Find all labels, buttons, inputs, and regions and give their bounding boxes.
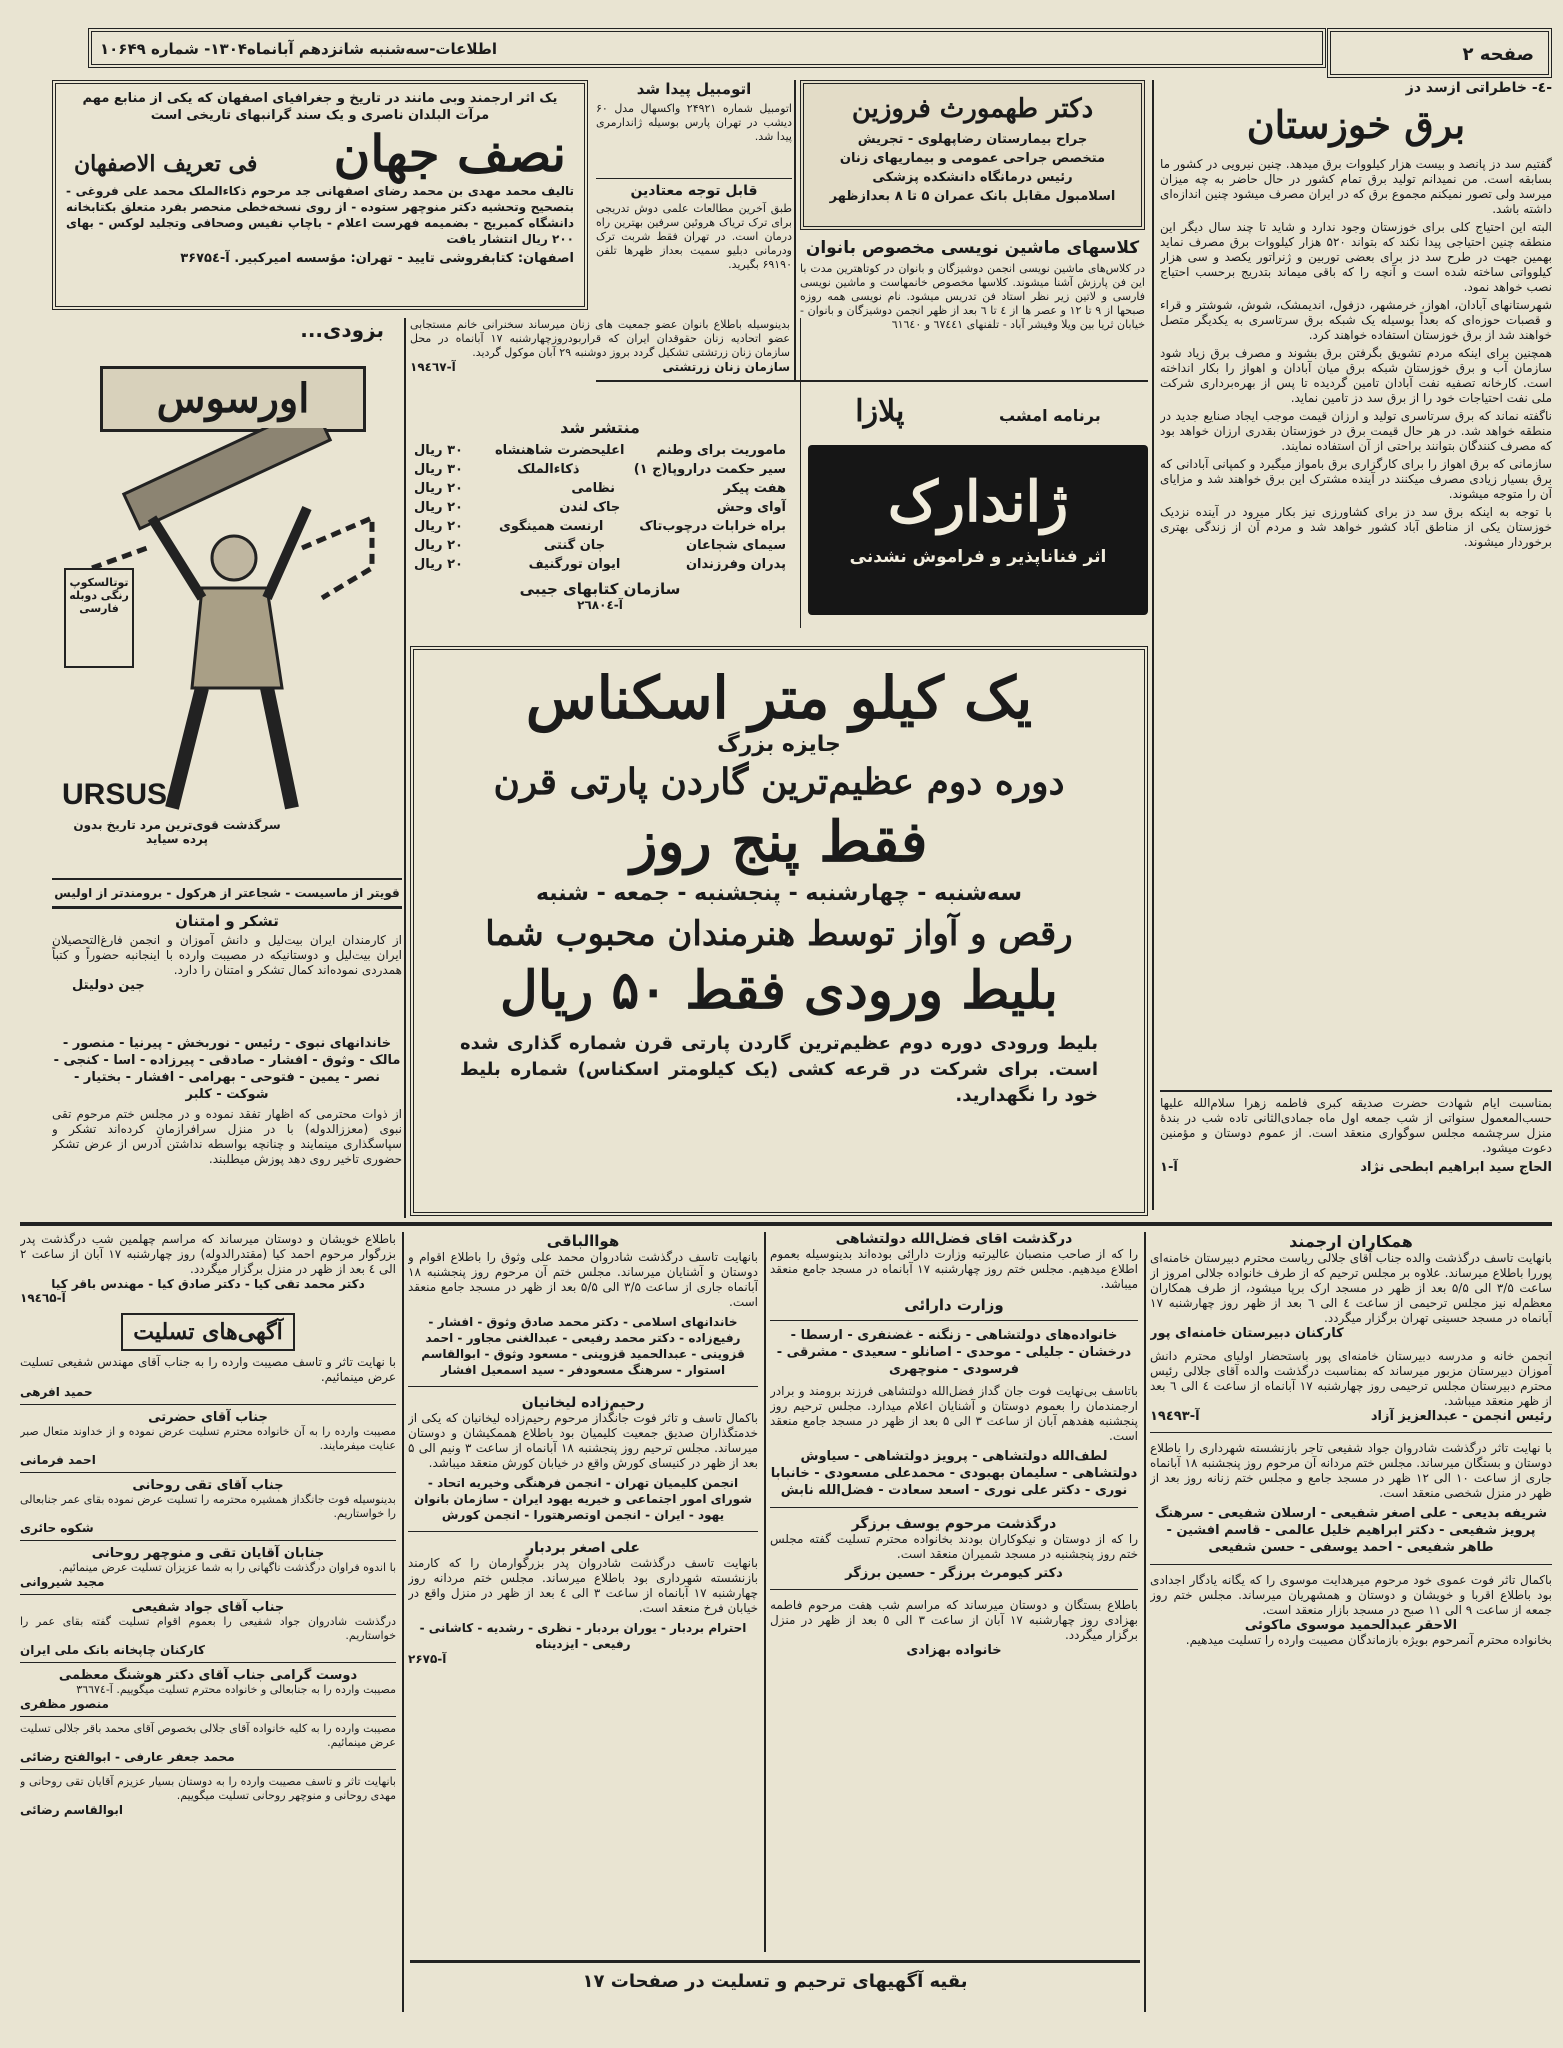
film-title-en: URSUS (62, 778, 168, 811)
divider (1160, 1090, 1552, 1092)
notice-body: بانهایت تاسف درگذشت شادروان محمد علی وثوق را باطلاع اقوام و دوستان و آشنایان میرساند. مجلس ختم آن مرحوم روز پنجشنبه ۱۸ آبانماه جاری از ساعت ۳/۵ الی ۵/۵ بعد از ظهر در مسجد جامع منعقد است. (408, 1250, 758, 1309)
divider (52, 906, 402, 909)
book-row: پدران وفرزندان ایوان تورگنیف ۲۰ ریال (414, 557, 786, 572)
article-paragraph: با توجه به اینکه برق سد دز برای کشاورزی نیز بکار میرود در آینده نزدیک خوزستان یکی از مناطق آباد کشور خواهد شد و مردم آن از زندگی بهتری برخوردار میشوند. (1160, 505, 1552, 549)
notice-body: باکمال تاسف و تاثر فوت جانگداز مرحوم رحیم‌زاده لیخانیان که یکی از خدمتگذاران صدیق جمعیت کلیمیان بود باطلاع هممکیشان و دوستان میرساند. مجلس ترحیم روز پنجشنبه ۱۸ آبانماه از ساعت ۳ ونیم الی ۵ بعد از ظهر در کنیسای کورش واقع در خیابان کورش منعقد میباشد. (408, 1411, 758, 1470)
article-paragraph: شهرستانهای آبادان، اهواز، خرمشهر، دزفول، اندیمشک، شوش، شوشتر و قراء و قصبات حوزه‌ای که بعداً بوسیله یک شبکه برق سرتاسری به یکدیگر متصل خواهند شد از برق خوزستان استفاده خواهند کرد. (1160, 298, 1552, 342)
condolence-body: مصیبت وارده را به کلیه خانواده آقای جلالی بخصوص آقای محمد باقر جلالی تسلیت عرض مینمائیم. (20, 1722, 396, 1749)
book-row: هفت پیکر نظامی ۲۰ ریال (414, 481, 786, 496)
condolence-sign: مجید شیروانی (20, 1575, 105, 1589)
condolence-body: درگذشت شادروان جواد شفیعی را بعموم اقوام تسلیت گفته بقای عمر را خواستاریم. (20, 1615, 396, 1642)
notice-sign: دکتر کیومرث برزگر - حسین برزگر (845, 1566, 1063, 1581)
head (212, 536, 256, 580)
family-names: لطف‌الله دولتشاهی - پرویز دولتشاهی - سیاوش دولتشاهی - سلیمان بهبودی - محمدعلی مسعودی - خانبابا نوری - دکتر علی نوری - اسعد سعادت - فضل‌الله نابش (770, 1449, 1138, 1498)
book-row: ماموریت برای وطنم اعلیحضرت شاهنشاه ۳۰ ریال (414, 443, 786, 458)
khuzestan-article (1160, 80, 1552, 1080)
notice-code: آ-۲۶۷۵ (408, 1652, 447, 1666)
notice-code: آ-۱۹٤٦۵ (20, 1291, 66, 1305)
column-rule (1152, 80, 1154, 1210)
book-row: سیمای شجاعان جان گنتی ۲۰ ریال (414, 538, 786, 553)
thanks-notice (52, 912, 402, 1032)
notice-body: طبق آخرین مطالعات علمی دوش تدریجی برای ترک تریاک هروئین سرفین بهترین راه درمان است. در تهران فقط شربت ترک ودرمانی دبلیو سمیت بعداز ظهرها تلفن ۶۹۱۹۰ بگیرید. (596, 202, 792, 271)
notice-code: آ-۱۹٤۹۳ (1150, 1409, 1200, 1424)
doctor-ad (800, 80, 1145, 230)
condolence-title: جناب آقای جواد شفیعی (131, 1600, 285, 1615)
notice-sign: حمید افرهی (20, 1385, 93, 1399)
ad-title: منتشر شد (560, 418, 640, 437)
ad-intro: یک اثر ارجمند وبی مانند در تاریخ و جغرافیای اصفهان که یکی از منابع مهم مرآت البلدان ناصری و یک سند گرانبهای تاریخی است (82, 91, 558, 123)
film-footer: قویتر از ماسیست - شجاعتر از هرکول - برومندتر از اولیس (52, 878, 402, 900)
film-badge: توتالسکوپ رنگی دوبله فارسی (64, 568, 134, 668)
book-row: براه خرابات درچوب‌تاک ارنست همینگوی ۲۰ ریال (414, 519, 786, 534)
notice-sign: رئیس انجمن - عبدالعزیز آزاد (1370, 1409, 1552, 1424)
family-names: خاندانهای نبوی - رئیس - نوربخش - پیرنیا - منصور - مالک - وثوق - افشار - صادقی - پیرزاده - اسا - کنجی - نصر - یمین - فتوحی - بهرامی - افشار - بختیار - شوکت - کلبر (53, 1036, 401, 1102)
cinema-name: پلازا (855, 394, 905, 429)
fatemeh-notice (1160, 1090, 1552, 1208)
days-list: سه‌شنبه - چهارشنبه - پنجشنبه - جمعه - شنبه (535, 881, 1023, 906)
notice-sign: جین دولیتل (72, 978, 145, 993)
condolence-body: با اندوه فراوان درگذشت ناگهانی را به شما عزیزان تسلیت عرض مینمائیم. (58, 1561, 396, 1574)
notice-sign: الحاج سید ابراهیم ابطحی نژاد (1360, 1160, 1552, 1175)
condolence-sign: محمد جعفر عارفی - ابوالفتح رضائی (20, 1750, 235, 1764)
notice-title: همکاران ارجمند (1289, 1232, 1413, 1251)
condolence-body: مصیبت وارده را به آن خانواده محترم تسلیت عرض نموده و از خداوند متعال صبر عنایت میفرمایند. (20, 1425, 396, 1452)
article-paragraph: البته این احتیاج کلی برای خوزستان وجود ندارد و شاید تا چند سال دیگر این منطقه چنین احتیاجی پیدا نکند که بتواند ۵۲۰ هزار کیلووات برق مصرف نماید بهمین جهت در طرح سد دز برای بعضی توربین و ژنراتور یکصد و سی هزار کیلوواتی ساخته شده است و آنچه را که باقی میماند بتدریج برحسب احتیاج نصب خواهد نمود. (1160, 220, 1552, 294)
condolence-title: جناب آقای تقی روحانی (132, 1478, 284, 1493)
org-names: انجمن کلیمیان تهران - انجمن فرهنگی وخیریه اتحاد - شورای امور اجتماعی و خیریه یهود ایران - سازمان بانوان یهود - ایران - انجمن اوتصرهتورا - انجمن کورش (413, 1476, 753, 1522)
notice-sign: سازمان زنان زرتشتی (662, 360, 790, 374)
notice-title: تشکر و امتنان (175, 912, 279, 930)
condolence-title: جنابان آقایان تقی و منوچهر روحانی (91, 1546, 325, 1561)
notice-title: اتومبیل پیدا شد (636, 80, 752, 98)
column-rule (402, 1232, 404, 2012)
continued-banner (410, 1960, 1140, 2000)
notice-title: درگذشت مرحوم یوسف برزگر (851, 1516, 1057, 1532)
notice-sign: کارکنان دبیرستان خامنه‌ای پور (1150, 1326, 1344, 1341)
doctor-line: اسلامبول مقابل بانک عمران ۵ تا ۸ بعدازظهر (829, 189, 1116, 204)
notice-code: آ-۱ (1160, 1160, 1178, 1175)
article-paragraph: ناگفته نماند که برق سرتاسری تولید و ارزان قیمت موجب ایجاد صنایع جدید در منطقه خواهد شد. در هر حال قیمت برق در خوزستان بقدری ارزان خواهد بود که مصرف کنندگان بتوانند براحتی از آن استفاده نمایند. (1160, 409, 1552, 453)
ad-code: آ-۲٦۸۰٤ (577, 598, 623, 612)
notice-body: با نهایت تاثر درگذشت شادروان جواد شفیعی تاجر بازنشسته شهرداری را باطلاع دوستان و بستگان میرساند. مجلس ختم مردانه آن مرحوم روز پنجشنبه ۱۸ آبانماه جاری از ساعت ۱۰ الی ۱۲ ظهر در مسجد جامع و مجلس ختم زنانه روز بعد از ظهر در منزل شخصی منعقد است. (1150, 1441, 1552, 1500)
continued-text: بقیه آگهیهای ترحیم و تسلیت در صفحات ۱۷ (582, 1971, 968, 1992)
masthead-text: اطلاعات-سه‌شنبه شانزدهم آبانماه۱۳۰۴- شماره ۱۰۶۴۹ (100, 40, 498, 58)
notice-body: باکمال تاثر فوت عموی خود مرحوم میرهدایت موسوی را که یگانه یادگار اجدادی بود باطلاع اقربا و خویشان و دوستان و همشهریان میرساند. مجلس ختم روز جمعه از ساعت ۹ الی ۱۱ صبح در مسجد بازار منعقد است. (1150, 1573, 1552, 1617)
notice-body: باطلاع بستگان و دوستان میرساند که مراسم شب هفت مرحوم فاطمه بهزادی روز چهارشنبه ۱۷ آبان از ساعت ۳ الی ٥ بعد از ظهر در منزل برگزار میگردد. (770, 1598, 1138, 1642)
book-subtitle: فی تعریف الاصفهان (74, 151, 258, 177)
notice-title: هواالباقی (546, 1232, 620, 1250)
film-title-fa: اورسوس (100, 366, 366, 432)
ursus-film-ad (52, 318, 402, 920)
doctor-line: رئیس درمانگاه دانشکده پزشکی (872, 170, 1073, 185)
ministry-label: وزارت دارائی (904, 1296, 1004, 1314)
bottom-mid-right-column (770, 1232, 1138, 2012)
notice-sign: خانواده بهزادی (906, 1643, 1002, 1658)
plaza-cinema-ad (808, 390, 1148, 640)
notice-body: بخانواده محترم آنمرحوم بویژه بازماندگان مصیبت وارده را تسلیت میدهیم. (1185, 1633, 1552, 1647)
doctor-line: جراح بیمارستان رضاپهلوی - تجریش (857, 132, 1088, 147)
condolence-body: بانهایت تاثر و تاسف مصیبت وارده را به دوستان بسیار عزیزم آقایان تقی روحانی و مهدی روحانی و منوچهر روحانی تسلیت میگوییم. (20, 1775, 396, 1802)
notice-title: قابل توجه معتادین (630, 183, 758, 199)
five-days-label: فقط پنج روز (630, 809, 928, 875)
publisher-sign: سازمان کتابهای جیبی (519, 580, 681, 598)
notice-title: رحیم‌زاده لیخانیان (521, 1395, 645, 1411)
column-rule (764, 1232, 766, 1952)
garden-party-ad (410, 646, 1148, 1216)
ad-title: کلاسهای ماشین نویسی مخصوص بانوان (805, 238, 1140, 258)
article-title: برق خوزستان (1246, 102, 1466, 147)
pocket-books-ad (410, 418, 790, 640)
coming-soon: بزودی... (300, 318, 384, 342)
page-number: صفحه ۲ (1462, 44, 1534, 65)
typing-classes-ad (800, 238, 1145, 378)
notice-title: علی اصغر بردبار (526, 1540, 640, 1556)
condolence-sign: احمد فرمانی (20, 1453, 96, 1467)
ad-body: در کلاس‌های ماشین نویسی انجمن دوشیزگان و بانوان در کوتاهترین مدت با این فن پارزش آشنا میشوند. کلاسها مخصوص خانمهاست و ماشین نویسی فارسی و لاتین زیر نظر استاد فن تدریس میشود. نام نویسی همه روزه صبحها از ۹ تا ۱۲ و عصر ها از ٤ تا ٦ بعد از ظهر انجمن دوشیزگان و بانوان - خیابان ثریا بین ویلا وفیشر آباد - تلفنهای ٦٧٤٤١ و ٦١٦٤٠ (800, 262, 1145, 331)
doctor-line: متخصص جراحی عمومی و بیماریهای زنان (839, 151, 1106, 166)
condolence-body: مصیبت وارده را به جنابعالی و خانواده محترم تسلیت میگوییم. آ-۳٦٦٧٤ (76, 1683, 396, 1696)
family-names: خاندانهای اسلامی - دکتر محمد صادق وثوق - افشار - رفیع‌زاده - دکتر محمد رفیعی - عبدالغنی مجاور - احمد قزوینی - عبدالحمید قزوینی - مسعود وثوق - ابوالقاسم استوار - سرهنگ مسعودفر - سید اسمعیل افشار (421, 1315, 745, 1377)
condolence-title: دوست گرامی جناب آقای دکتر هوشنگ معظمی (58, 1668, 358, 1683)
film-tagline: اثر فناناپذیر و فراموش نشدنی (849, 547, 1107, 567)
dance-line: رقص و آواز توسط هنرمندان محبوب شما (485, 914, 1073, 954)
film-title-panel (808, 445, 1148, 615)
family-names: خانواده‌های دولتشاهی - زنگنه - غضنفری - ارسطا - درخشان - جلیلی - موحدی - اصانلو - سعیدی - مشرقی - فرسودی - منوچهری (776, 1328, 1132, 1377)
ladies-notice (410, 318, 790, 408)
notice-body: را که از دوستان و نیکوکاران بودند بخانواده محترم تسلیت گفته مجلس ختم روز پنجشنبه در مسجد شمیران منعقد است. (770, 1532, 1138, 1561)
article-paragraph: همچنین برای اینکه مردم تشویق بگرفتن برق بشوند و مصرف برق زیاد شود سازمان آب و برق خوزستان شبکه برق میان آبادان و اهواز را بکار انداخته است. کارخانه تصفیه نفت آبادان تامین گردیده تا پس از بهره‌برداری شرکت ملی نفت احتیاجات خود را از برق سد دز تامین نماید. (1160, 346, 1552, 405)
nesf-jahan-ad (52, 80, 588, 310)
notice-body: باطلاع خویشان و دوستان میرساند که مراسم چهلمین شب درگذشت پدر بزرگوار مرحوم احمد کیا (مقتدرالدوله) روز چهارشنبه ۱۷ آبان از ساعت ۲ الی ٤ بعد از ظهر در منزل برگزار میگردد. (20, 1232, 396, 1276)
article-body (1160, 157, 1552, 550)
masthead-bar (88, 28, 1326, 68)
article-paragraph: گفتیم سد دز پانصد و بیست هزار کیلووات برق میدهد. چنین نیرویی در کشور ما بسابقه است. من نمیدانم تولید برق تمام کشور در حال حاضر به چه میزان میرسد ولی تصور نمیکنم مجموع برق که در ایران مصرف میشود چنین اندازه‌ای داشته باشد. (1160, 157, 1552, 216)
section-divider (20, 1222, 1552, 1226)
notice-body: از ذوات محترمی که اظهار تفقد نموده و در مجلس ختم مرحوم تقی نبوی (معززالدوله) با در منزل سرافرازمان کرده‌اند تشکر و سپاسگذاری مینمایند و چنانچه بواسطه نداشتن آدرس از عرض تشکر حضوری تاخیر روی دهد پوزش میطلبند. (52, 1107, 402, 1166)
condolence-sign: منصور مظفری (20, 1697, 109, 1711)
book-list (410, 441, 790, 574)
program-label: برنامه امشب (998, 406, 1101, 425)
column-rule (404, 318, 406, 1218)
condolence-column (20, 1232, 396, 2012)
condolence-body: بدینوسیله فوت جانگداز همشیره محترمه را تسلیت عرض نموده بقای عمر جنابعالی را خواستاریم. (20, 1493, 396, 1520)
notice-body: بمناسبت ایام شهادت حضرت صدیقه کبری فاطمه زهرا سلام‌الله علیها حسب‌المعمول سنواتی از شب جمعه اول ماه جمادی‌الثانی تاده شب در بندهٔ منزل سرچشمه مجلس سوگواری منعقد است. از عموم دوستان و مؤمنین دعوت میشود. (1160, 1096, 1552, 1155)
column-rule (800, 318, 801, 628)
condolence-sign: ابوالقاسم رضائی (20, 1803, 123, 1817)
ad-subtitle: دوره دوم عظیم‌ترین گاردن پارتی قرن (493, 761, 1065, 803)
notice-body: اتومبیل شماره ۲۴۹۲۱ واکسهال مدل ۶۰ دیشب در تهران پارس بوسیله ژاندارمری پیدا شد. (596, 102, 792, 143)
notice-body: بانهایت تاسف درگذشت والده جناب آقای جلالی ریاست محترم دبیرستان خامنه‌ای پوررا باطلاع میرساند. علاوه بر مجلس ترحیم که از طرف خانواده جلالی امروز از ساعت ۳/۵ الی ۵/۵ بعد از ظهر در مسجد ارک برپا میشود، از طرف همکاران معظم‌له نیز مجلس ترحیمی از ساعت ٤ الی ٦ بعد از ظهر روز چهارشنبه ۱۷ آبانماه در مسجد حسینی تهران برگزار میگردد. (1150, 1251, 1552, 1325)
condolence-sign: شکوه حائری (20, 1521, 94, 1535)
book-row: آوای وحش جاک لندن ۲۰ ریال (414, 500, 786, 515)
column-rule (1144, 1232, 1146, 2012)
film-tagline: سرگذشت قوی‌ترین مرد تاریخ بدون پرده سیاید (73, 818, 281, 846)
family-names: شریفه بدیعی - علی اصغر شفیعی - ارسلان شفیعی - سرهنگ پرویز شفیعی - دکتر ابراهیم خلیل عالمی - قاسم افشین - طاهر شفیعی - احمد یوسفی - حسن شفیعی (1154, 1506, 1548, 1555)
notice-body: باتاسف بی‌نهایت فوت جان گداز فضل‌الله دولتشاهی فرزند برومند و برادر ارجمندمان را بعموم دوستان و آشنایان اعلام میدارد. مجلس ترحیم روز پنجشنبه هفدهم آبان از ساعت ۳ الی ۵ بعد از ظهر در مسجد جامع منعقد است. (770, 1384, 1138, 1443)
ad-body: تالیف محمد مهدی بن محمد رضای اصفهانی جد مرحوم ذکاءالملک محمد علی فروغی - بتصحیح وتحشیه دکتر منوچهر ستوده - از روی نسخه‌خطی منحصر بفرد متعلق بکتابخانه دانشگاه کمبریج - بضمیمه فهرست اعلام - باچاپ نفیس وصحافی وتجلید لوکس - بهای ۲۰۰ ریال انتشار یافت (66, 184, 574, 246)
article-paragraph: سازمانی که برق اهواز را برای کارگزاری برق بامواز میگیرد و کمپانی آبادانی که برق بسیار زیادی مصرف میکنند در آینده مشترک این برق خواهند شد و مزایای آن را متوجه میشوند. (1160, 457, 1552, 501)
notice-body: را که از صاحب منصبان عالیرتبه وزارت دارائی بوده‌اند بدینوسیله بعموم اطلاع میدهیم. مجلس ختم روز چهارشنبه ۱۷ آبانماه در مسجد جامع منعقد میباشد. (770, 1247, 1138, 1291)
ticket-price: بلیط ورودی فقط ۵۰ ریال (500, 960, 1058, 1021)
notice-sign: دکتر محمد تقی کیا - دکتر صادق کیا - مهندس باقر کیا (51, 1277, 365, 1291)
family-names: احترام بردبار - یوران بردبار - نظری - رشدیه - کاشانی - رفیعی - ایزدیناه (419, 1621, 747, 1651)
ad-headline: یک کیلو متر اسکناس (525, 664, 1033, 732)
ad-note: بلیط ورودی دوره دوم عظیم‌ترین گاردن پارتی قرن شماره گذاری شده است. برای شرکت در قرعه کشی (یک کیلومتر اسکناس) شماره بلیط خود را نگهدارید. (460, 1033, 1098, 1106)
notice-body: بدینوسیله باطلاع بانوان عضو جمعیت های زنان میرساند سخنرانی خانم مستجابی عضو اتحادیه زنان حقوقدان ایران که قراربودروزچهارشنبه ۱۷ آبانماه در محل سازمان زنان زرتشتی تشکیل گردد بروز دوشنبه ۲۹ آبان موکول گردید. (410, 318, 790, 359)
book-title: نصف جهان (333, 124, 566, 183)
torso (192, 588, 282, 688)
notice-body: با نهایت تاثر و تاسف مصیبت وارده را به جناب آقای مهندس شفیعی تسلیت عرض مینمائیم. (20, 1355, 396, 1384)
bottom-right-column (1150, 1232, 1552, 2012)
book-row: سیر حکمت دراروپا(ج ۱) ذکاءالملک ۳۰ ریال (414, 462, 786, 477)
chain-right (302, 518, 372, 598)
section-title: آگهی‌های تسلیت (121, 1313, 295, 1351)
film-title: ژاندارک (887, 469, 1069, 535)
condolence-title: جناب آقای حضرتی (148, 1410, 268, 1425)
notice-title: درگذشت آقای فضل‌الله دولتشاهی (835, 1232, 1073, 1247)
column-rule (794, 80, 796, 380)
doctor-name: دکتر طهمورث فروزین (851, 94, 1094, 124)
condolence-sign: کارکنان چاپخانه بانک ملی ایران (20, 1643, 206, 1657)
notice-body: از کارمندان ایران بیت‌لیل و دانش آموزان و انجمن فارغ‌التحصیلان ایران بیت‌لیل و دوستانیکه در مصیبت وارده با اینجانبه حضوراً و کتباً همدردی نموده‌اند کمال تشکر و امتنان را دارد. (52, 933, 402, 977)
notice-sign: الاحقر عبدالحمید موسوی ماکوئی (1244, 1618, 1458, 1633)
legs (172, 688, 292, 808)
notice-body: بانهایت تاسف درگذشت شادروان پدر بزرگوارمان را که کارمند بازنشسته شهرداری بود باطلاع میرساند. مجلس ختم مردانه روز چهارشنبه ۱۷ آبانماه از ساعت ۳ الی ٤ بعد از ظهر در منزل واقع در خیابان فرخ منعقد است. (408, 1556, 758, 1615)
nabavi-notice (52, 1035, 402, 1215)
divider (596, 178, 792, 179)
addicts-notice (596, 178, 792, 318)
page-number-box (1327, 28, 1552, 78)
notice-code: آ-۱۹٤٦۷ (410, 360, 456, 374)
notice-body: انجمن خانه و مدرسه دبیرستان خامنه‌ای پور باستحضار اولیای محترم دانش آموزان دبیرستان مزبور میرساند که بمناسبت درگذشت والده آقای جلالی رئیس محترم دبیرستان مجلس ترحیمی روز چهارشنبه ۱۷ آبانماه از ساعت ٤ الی ٦ بعد از ظهر منعقد میباشد. (1150, 1349, 1552, 1408)
prize-label: جایزه بزرگ (717, 732, 841, 757)
ad-footer: اصفهان: کتابفروشی تایید - تهران: مؤسسه امیرکبیر. آ-۳۶۷۵٤ (180, 251, 574, 266)
bottom-mid-left-column (408, 1232, 758, 1952)
article-kicker: -٤- خاطراتی ازسد دز (1405, 80, 1552, 96)
